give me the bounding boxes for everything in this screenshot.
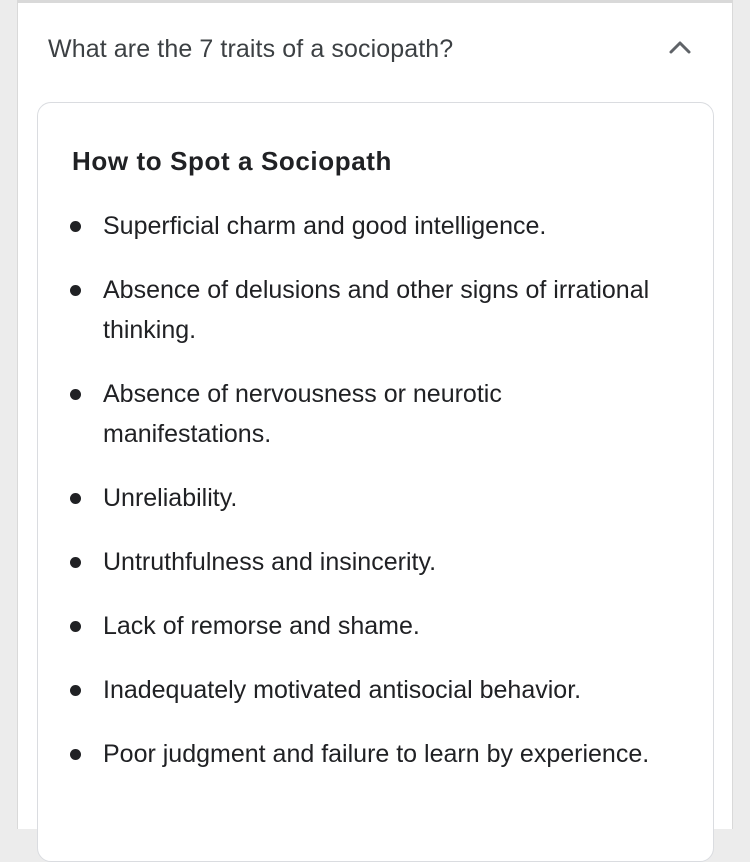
bullet-icon [70, 749, 81, 760]
list-item-text: Poor judgment and failure to learn by experience. [103, 740, 650, 768]
list-item-text: Superficial charm and good intelligence. [103, 212, 547, 240]
list-item-text: Absence of delusions and other signs of irrational thinking. [103, 276, 650, 344]
list-item-text: Inadequately motivated antisocial behavior. [103, 676, 582, 704]
list-item [38, 542, 713, 582]
bullet-icon [70, 285, 81, 296]
list-item [38, 734, 713, 774]
faq-question-text: What are the 7 traits of a sociopath? [48, 35, 454, 63]
answer-card [37, 102, 714, 862]
answer-title: How to Spot a Sociopath [72, 146, 393, 176]
bullet-icon [70, 685, 81, 696]
list-item [38, 374, 713, 454]
bullet-icon [70, 493, 81, 504]
list-item-text: Untruthfulness and insincerity. [103, 548, 437, 576]
list-item [38, 670, 713, 710]
list-item-text: Lack of remorse and shame. [103, 612, 420, 640]
list-item [38, 206, 713, 246]
bullet-icon [70, 221, 81, 232]
list-item-text: Absence of nervousness or neurotic manifestations. [103, 380, 502, 448]
bullet-icon [70, 557, 81, 568]
bullet-icon [70, 621, 81, 632]
bullet-icon [70, 389, 81, 400]
trait-list [38, 206, 713, 798]
chevron-up-icon[interactable] [668, 39, 692, 55]
list-item-text: Unreliability. [103, 484, 238, 512]
list-item [38, 270, 713, 350]
list-item [38, 478, 713, 518]
list-item [38, 606, 713, 646]
faq-panel [17, 0, 733, 829]
faq-question-toggle[interactable] [18, 3, 732, 101]
